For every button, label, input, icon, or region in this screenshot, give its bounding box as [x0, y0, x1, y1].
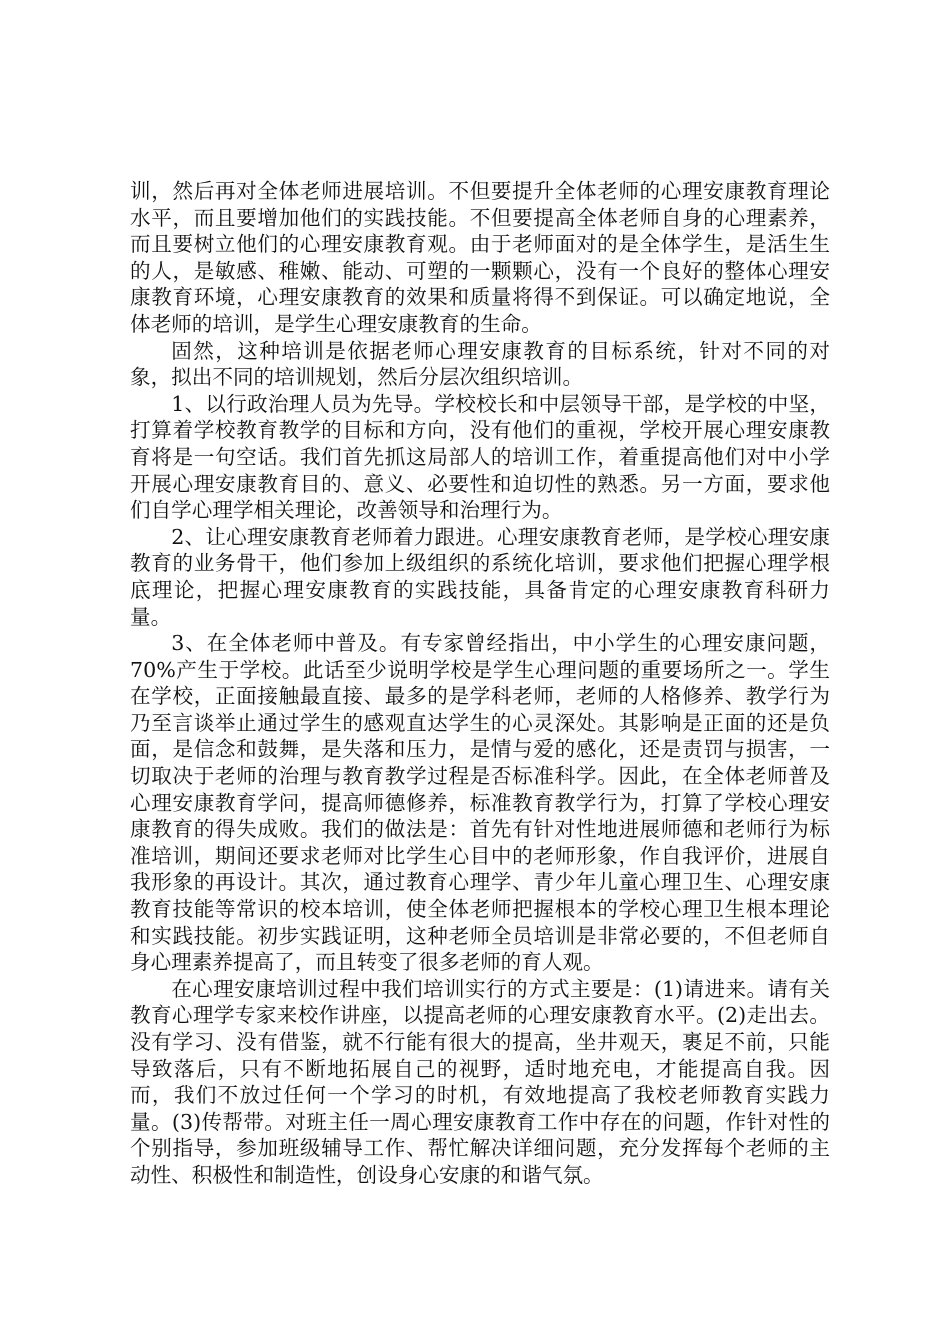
- paragraph-counselors: 2、让心理安康教育老师着力跟进。心理安康教育老师，是学校心理安康教育的业务骨干，他们参加上级组织的系统化培训，要求他们把握心理学根底理论，把握心理安康教育的实践技能，具备肯定的心理安康教育科研力量。: [130, 524, 830, 629]
- paragraph-administrators: 1、以行政治理人员为先导。学校校长和中层领导干部，是学校的中坚，打算着学校教育教学的目标和方向，没有他们的重视，学校开展心理安康教育将是一句空话。我们首先抓这局部人的培训工作，着重提高他们对中小学开展心理安康教育目的、意义、必要性和迫切性的熟悉。另一方面，要求他们自学心理学相关理论，改善领导和治理行为。: [130, 391, 830, 523]
- paragraph-all-teachers: 3、在全体老师中普及。有专家曾经指出，中小学生的心理安康问题，70%产生于学校。此话至少说明学校是学生心理问题的重要场所之一。学生在学校，正面接触最直接、最多的是学科老师，老师的人格修养、教学行为乃至言谈举止通过学生的感观直达学生的心灵深处。其影响是正面的还是负面，是信念和鼓舞，是失落和压力，是情与爱的感化，还是责罚与损害，一切取决于老师的治理与教育教学过程是否标准科学。因此，在全体老师普及心理安康教育学问，提高师德修养，标准教育教学行为，打算了学校心理安康教育的得失成败。我们的做法是：首先有针对性地进展师德和老师行为标准培训，期间还要求老师对比学生心目中的老师形象，作自我评价，进展自我形象的再设计。其次，通过教育心理学、青少年儿童心理卫生、心理安康教育技能等常识的校本培训，使全体老师把握根本的学校心理卫生根本理论和实践技能。初步实践证明，这种老师全员培训是非常必要的，不但老师自身心理素养提高了，而且转变了很多老师的育人观。: [130, 631, 830, 975]
- paragraph-layered-training: 固然，这种培训是依据老师心理安康教育的目标系统，针对不同的对象，拟出不同的培训规划，然后分层次组织培训。: [130, 338, 830, 390]
- document-body: [130, 178, 830, 1189]
- paragraph-teacher-training-intro: 训，然后再对全体老师进展培训。不但要提升全体老师的心理安康教育理论水平，而且要增加他们的实践技能。不但要提高全体老师自身的心理素养，而且要树立他们的心理安康教育观。由于老师面对的是全体学生，是活生生的人，是敏感、稚嫩、能动、可塑的一颗颗心，没有一个良好的整体心理安康教育环境，心理安康教育的效果和质量将得不到保证。可以确定地说，全体老师的培训，是学生心理安康教育的生命。: [130, 179, 830, 336]
- paragraph-training-methods: 在心理安康培训过程中我们培训实行的方式主要是：(1)请进来。请有关教育心理学专家来校作讲座，以提高老师的心理安康教育水平。(2)走出去。没有学习、没有借鉴，就不行能有很大的提高，坐井观天，裹足不前，只能导致落后，只有不断地拓展自己的视野，适时地充电，才能提高自我。因而，我们不放过任何一个学习的时机，有效地提高了我校老师教育实践力量。(3)传帮带。对班主任一周心理安康教育工作中存在的问题，作针对性的个别指导，参加班级辅导工作、帮忙解决详细问题，充分发挥每个老师的主动性、积极性和制造性，创设身心安康的和谐气氛。: [130, 976, 830, 1187]
